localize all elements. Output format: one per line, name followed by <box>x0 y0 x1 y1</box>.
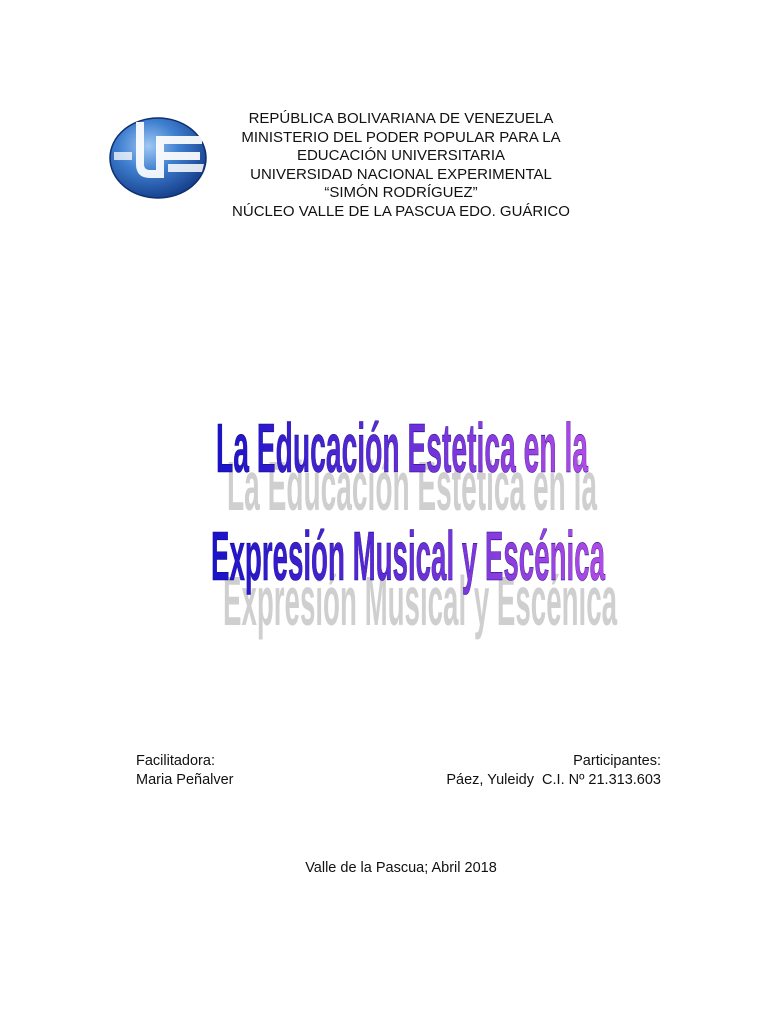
place-date: Valle de la Pascua; Abril 2018 <box>305 860 497 876</box>
title-line1-shadow: La Educación Estetica en la <box>227 447 598 526</box>
title-line2: Expresión Musical y Escénica <box>211 517 606 595</box>
document-title <box>0 380 768 660</box>
header-line-country: REPÚBLICA BOLIVARIANA DE VENEZUELA <box>248 110 554 127</box>
participants-label: Participantes: <box>573 753 661 769</box>
institution-header <box>160 110 642 221</box>
facilitator-block <box>136 752 234 790</box>
header-line-ministry: MINISTERIO DEL PODER POPULAR PARA LA <box>241 128 561 146</box>
facilitator-label: Facilitadora: <box>136 753 215 769</box>
title-line2-shadow: Expresión Musical y Escénica <box>222 563 618 641</box>
header-line-university-name: “SIMÓN RODRÍGUEZ” <box>324 184 478 201</box>
title-line1: La Educación Estetica en la <box>216 409 589 487</box>
participants-block <box>446 752 661 790</box>
header-line-university: UNIVERSIDAD NACIONAL EXPERIMENTAL <box>250 165 552 183</box>
header-line-campus: NÚCLEO VALLE DE LA PASCUA EDO. GUÁRICO <box>232 202 570 220</box>
header-line-ministry-cont: EDUCACIÓN UNIVERSITARIA <box>296 147 506 164</box>
participant-entry: Páez, Yuleidy C.I. Nº 21.313.603 <box>446 772 661 788</box>
facilitator-name: Maria Peñalver <box>136 772 234 788</box>
